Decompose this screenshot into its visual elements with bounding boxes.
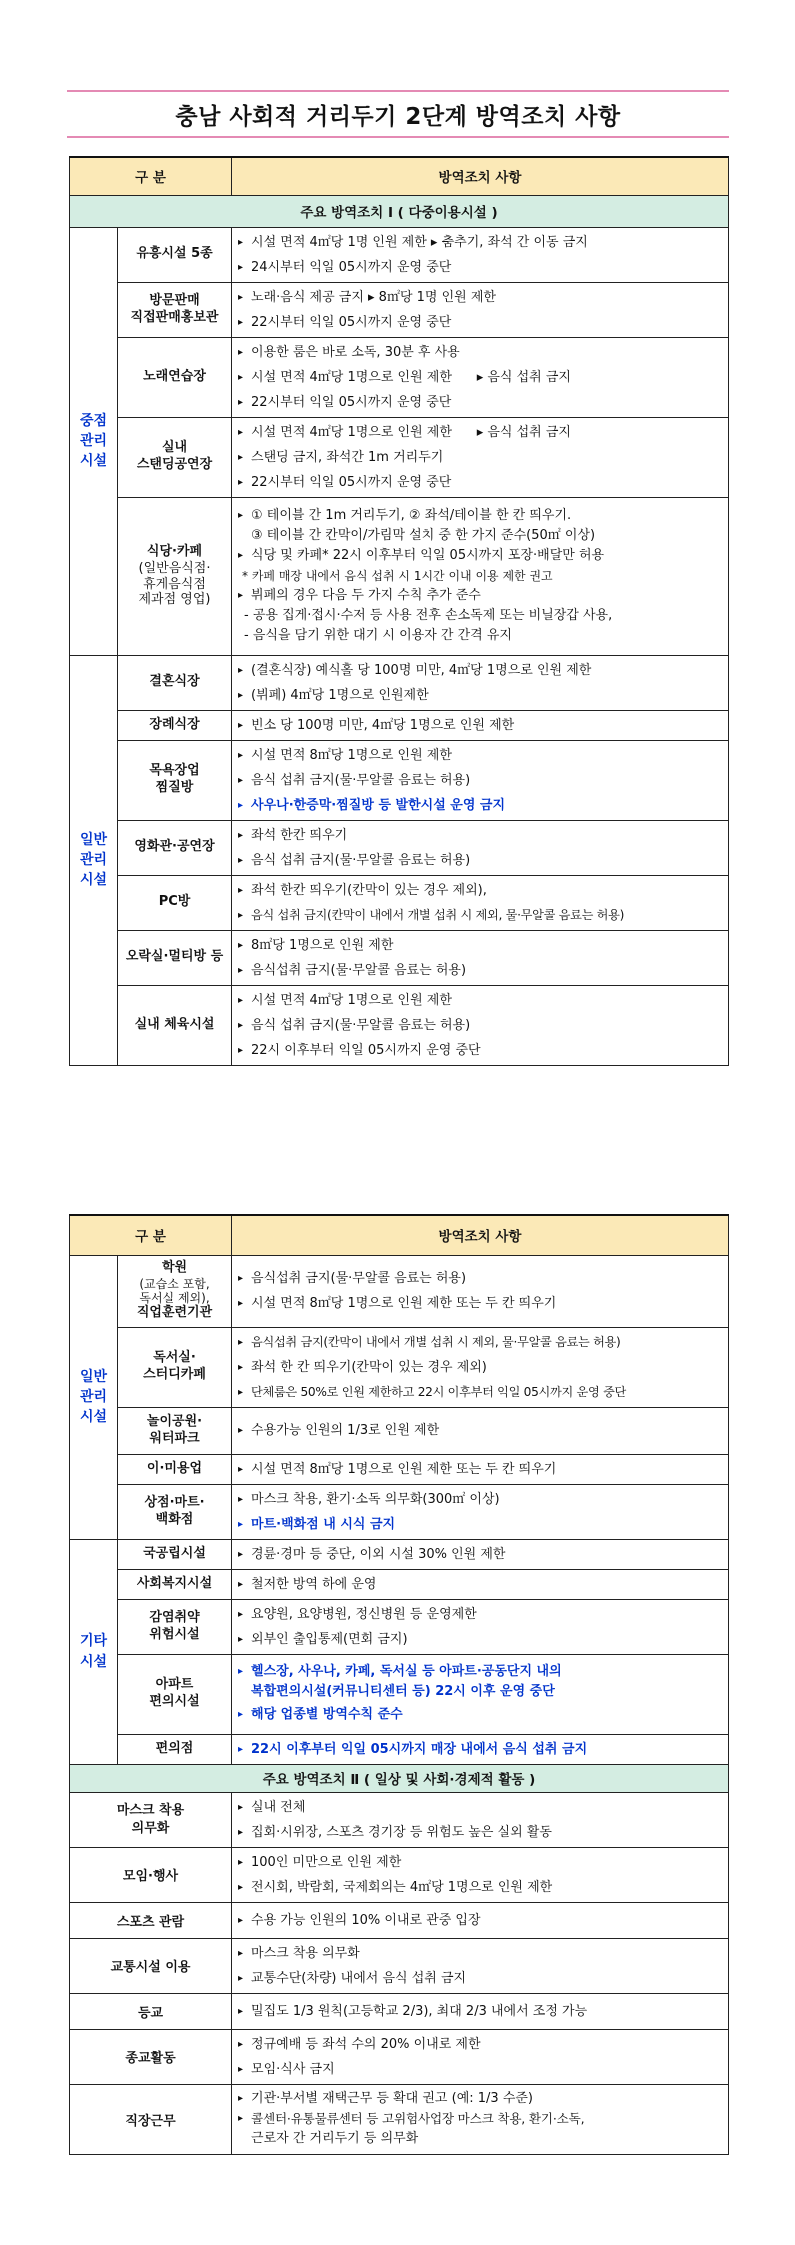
row-name: 영화관·공연장	[118, 820, 232, 875]
list-item: ▸ 22시 이후부터 익일 05시까지 운영 중단	[238, 1038, 724, 1063]
row-name: 등교	[70, 1993, 232, 2029]
row-name: 결혼식장	[118, 655, 232, 710]
row-name	[118, 1255, 232, 1327]
list-item: ▸ 22시부터 익일 05시까지 운영 중단	[238, 310, 724, 335]
list-item: ▸ 집회·시위장, 스포츠 경기장 등 위험도 높은 실외 활동	[238, 1820, 724, 1845]
row-name	[118, 497, 232, 655]
row-name-sub: (일반음식점· 휴게음식점 제과점 영업)	[138, 561, 211, 608]
row-name: 실내 체육시설	[118, 985, 232, 1065]
list-item: ▸ 음식 섭취 금지(물·무알콜 음료는 허용)	[238, 848, 724, 873]
table-row	[70, 1327, 729, 1407]
highlight-item: ▸ 사우나·한증막·찜질방 등 발한시설 운영 금지	[238, 793, 724, 818]
page-2	[0, 1122, 795, 2245]
row-items	[232, 1792, 729, 1847]
row-items	[232, 1539, 729, 1569]
list-item-continued: 근로자 간 거리두기 등 의무화	[251, 2131, 419, 2146]
table-row	[70, 1993, 729, 2029]
table-row	[70, 820, 729, 875]
row-items	[232, 820, 729, 875]
row-items	[232, 710, 729, 740]
row-items	[232, 1484, 729, 1539]
row-items	[232, 2029, 729, 2084]
row-name: 편의점	[118, 1734, 232, 1764]
table-row	[70, 2084, 729, 2154]
list-item: ▸ 스탠딩 금지, 좌석간 1m 거리두기	[238, 445, 724, 470]
row-name-bottom: 직업훈련기관	[136, 1305, 213, 1321]
dash-item: - 음식을 담기 위한 대기 시 이용자 간 간격 유지	[244, 628, 512, 643]
row-items	[232, 2084, 729, 2154]
list-item: ▸ 철저한 방역 하에 운영	[238, 1572, 724, 1597]
row-name: 독서실· 스터디카페	[118, 1327, 232, 1407]
row-name: 목욕장업 찜질방	[118, 740, 232, 820]
row-items	[232, 1938, 729, 1993]
list-item: ▸ 시설 면적 8㎡당 1명으로 인원 제한	[238, 743, 724, 768]
row-name: 모임·행사	[70, 1847, 232, 1902]
highlight-item: ▸ 22시 이후부터 익일 05시까지 매장 내에서 음식 섭취 금지	[238, 1737, 724, 1762]
table-row	[70, 1484, 729, 1539]
row-items	[232, 227, 729, 282]
header-category: 구 분	[70, 157, 232, 195]
row-items	[232, 1599, 729, 1654]
list-item: ▸ 좌석 한칸 띄우기(칸막이 있는 경우 제외),	[238, 878, 724, 903]
row-items	[232, 497, 729, 655]
row-items	[232, 985, 729, 1065]
row-items	[232, 1902, 729, 1938]
table-row	[70, 1569, 729, 1599]
header-measures: 방역조치 사항	[232, 157, 729, 195]
list-item: ▸ 음식섭취 금지(물·무알콜 음료는 허용)	[238, 958, 724, 983]
list-item: ▸ 음식섭취 금지(칸막이 내에서 개별 섭취 시 제외, 물·무알콜 음료는 허용)	[238, 1330, 724, 1355]
row-name: 노래연습장	[118, 337, 232, 417]
list-item-continued: ③ 테이블 간 칸막이/가림막 설치 중 한 가지 준수(50㎡ 이상)	[251, 528, 596, 543]
list-item: ▸ 콜센터·유통물류센터 등 고위험사업장 마스크 착용, 환기·소독,	[238, 2109, 724, 2129]
category-ilban	[70, 1255, 118, 1539]
row-name: PC방	[118, 875, 232, 930]
row-items	[232, 282, 729, 337]
table-row	[70, 1454, 729, 1484]
list-item: ▸ 뷔페의 경우 다음 두 가지 수칙 추가 준수	[238, 586, 724, 606]
row-name: 종교활동	[70, 2029, 232, 2084]
row-name: 국공립시설	[118, 1539, 232, 1569]
row-name: 이·미용업	[118, 1454, 232, 1484]
row-name: 아파트 편의시설	[118, 1654, 232, 1734]
list-item: ▸ 음식 섭취 금지(칸막이 내에서 개별 섭취 시 제외, 물·무알콜 음료는 허용)	[238, 903, 724, 928]
row-name: 방문판매 직접판매홍보관	[118, 282, 232, 337]
list-item: ▸ 이용한 룸은 바로 소독, 30분 후 사용	[238, 340, 724, 365]
row-items	[232, 655, 729, 710]
table-row	[70, 1734, 729, 1764]
section-row	[70, 1764, 729, 1792]
row-name: 교통시설 이용	[70, 1938, 232, 1993]
table-row	[70, 1847, 729, 1902]
list-item: ▸ 음식 섭취 금지(물·무알콜 음료는 허용)	[238, 768, 724, 793]
table-row	[70, 1902, 729, 1938]
section-1-title: 주요 방역조치 Ⅰ ( 다중이용시설 )	[70, 195, 729, 227]
highlight-item: ▸ 마트·백화점 내 시식 금지	[238, 1512, 724, 1537]
list-item: ▸ 마스크 착용, 환기·소독 의무화(300㎡ 이상)	[238, 1487, 724, 1512]
row-items	[232, 1407, 729, 1454]
list-item: ▸ 시설 면적 8㎡당 1명으로 인원 제한 또는 두 칸 띄우기	[238, 1291, 724, 1316]
row-name: 실내 스탠딩공연장	[118, 417, 232, 497]
table-row	[70, 417, 729, 497]
measures-table-2	[69, 1214, 729, 2155]
list-item: ▸ (뷔페) 4㎡당 1명으로 인원제한	[238, 683, 724, 708]
list-item: ▸ 시설 면적 4㎡당 1명 인원 제한 ▸ 춤추기, 좌석 간 이동 금지	[238, 230, 724, 255]
list-item: ▸ 교통수단(차량) 내에서 음식 섭취 금지	[238, 1966, 724, 1991]
category-ilban	[70, 655, 118, 1065]
highlight-item: ▸ 헬스장, 사우나, 카페, 독서실 등 아파트·공동단지 내의	[238, 1662, 724, 1682]
row-items	[232, 1327, 729, 1407]
list-item: ▸ 마스크 착용 의무화	[238, 1941, 724, 1966]
list-item: ▸ 음식 섭취 금지(물·무알콜 음료는 허용)	[238, 1013, 724, 1038]
row-items	[232, 417, 729, 497]
list-item: ▸ 기관·부서별 재택근무 등 확대 권고 (예: 1/3 수준)	[238, 2089, 724, 2109]
row-items	[232, 930, 729, 985]
note-text: * 카페 매장 내에서 음식 섭취 시 1시간 이내 이용 제한 권고	[238, 566, 724, 586]
header-measures: 방역조치 사항	[232, 1215, 729, 1255]
row-name: 놀이공원· 워터파크	[118, 1407, 232, 1454]
row-name-sub: (교습소 포함, 독서실 제외),	[139, 1276, 210, 1305]
table-row	[70, 282, 729, 337]
table-row	[70, 1938, 729, 1993]
row-name: 마스크 착용 의무화	[70, 1792, 232, 1847]
list-item: ▸ 밀집도 1/3 원칙(고등학교 2/3), 최대 2/3 내에서 조정 가능	[238, 1999, 724, 2024]
table-row	[70, 2029, 729, 2084]
table-row	[70, 497, 729, 655]
table-header-row	[70, 157, 729, 195]
row-name-main: 학원	[161, 1259, 188, 1275]
list-item: ▸ 정규예배 등 좌석 수의 20% 이내로 제한	[238, 2032, 724, 2057]
list-item: ▸ 시설 면적 4㎡당 1명으로 인원 제한	[238, 988, 724, 1013]
row-name: 유흥시설 5종	[118, 227, 232, 282]
table-row	[70, 227, 729, 282]
list-item: ▸ 노래·음식 제공 금지 ▸ 8㎡당 1명 인원 제한	[238, 285, 724, 310]
list-item: ▸ 시설 면적 8㎡당 1명으로 인원 제한 또는 두 칸 띄우기	[238, 1457, 724, 1482]
table-row	[70, 1792, 729, 1847]
list-item: ▸ 좌석 한 칸 띄우기(칸막이 있는 경우 제외)	[238, 1355, 724, 1380]
table-row	[70, 985, 729, 1065]
table-row	[70, 337, 729, 417]
table-row	[70, 740, 729, 820]
highlight-item-continued: 복합편의시설(커뮤니티센터 등) 22시 이후 운영 중단	[251, 1683, 555, 1699]
list-item: ▸ ① 테이블 간 1m 거리두기, ② 좌석/테이블 한 칸 띄우기.	[238, 506, 724, 526]
table-row	[70, 655, 729, 710]
list-item: ▸ 식당 및 카페* 22시 이후부터 익일 05시까지 포장·배달만 허용	[238, 546, 724, 566]
row-items	[232, 875, 729, 930]
category-gita	[70, 1539, 118, 1764]
list-item: ▸ 22시부터 익일 05시까지 운영 중단	[238, 390, 724, 415]
list-item: ▸ 경륜·경마 등 중단, 이외 시설 30% 인원 제한	[238, 1542, 724, 1567]
list-item: ▸ 외부인 출입통제(면회 금지)	[238, 1627, 724, 1652]
row-items	[232, 1993, 729, 2029]
category-label: 기타 시설	[79, 1633, 108, 1670]
list-item: ▸ (결혼식장) 예식홀 당 100명 미만, 4㎡당 1명으로 인원 제한	[238, 658, 724, 683]
list-item: ▸ 시설 면적 4㎡당 1명으로 인원 제한 ▸ 음식 섭취 금지	[238, 420, 724, 445]
section-row	[70, 195, 729, 227]
category-label: 일반 관리 시설	[79, 1368, 108, 1426]
list-item: ▸ 수용 가능 인원의 10% 이내로 관중 입장	[238, 1908, 724, 1933]
row-items	[232, 1255, 729, 1327]
list-item: ▸ 24시부터 익일 05시까지 운영 중단	[238, 255, 724, 280]
table-row	[70, 1539, 729, 1569]
row-name: 감염취약 위험시설	[118, 1599, 232, 1654]
list-item: ▸ 모임·식사 금지	[238, 2057, 724, 2082]
category-jungjeom	[70, 227, 118, 655]
row-name-main: 식당·카페	[146, 544, 203, 560]
list-item: ▸ 좌석 한칸 띄우기	[238, 823, 724, 848]
list-item: ▸ 8㎡당 1명으로 인원 제한	[238, 933, 724, 958]
row-name: 직장근무	[70, 2084, 232, 2154]
category-label: 일반 관리 시설	[79, 831, 108, 889]
table-row	[70, 710, 729, 740]
list-item: ▸ 빈소 당 100명 미만, 4㎡당 1명으로 인원 제한	[238, 713, 724, 738]
list-item: ▸ 음식섭취 금지(물·무알콜 음료는 허용)	[238, 1266, 724, 1291]
row-name: 스포츠 관람	[70, 1902, 232, 1938]
measures-table-1	[69, 156, 729, 1066]
row-name: 상점·마트· 백화점	[118, 1484, 232, 1539]
row-items	[232, 337, 729, 417]
table-row	[70, 1654, 729, 1734]
header-category: 구 분	[70, 1215, 232, 1255]
list-item: ▸ 수용가능 인원의 1/3로 인원 제한	[238, 1418, 724, 1443]
table-header-row	[70, 1215, 729, 1255]
row-items	[232, 740, 729, 820]
section-2-title: 주요 방역조치 Ⅱ ( 일상 및 사회·경제적 활동 )	[70, 1764, 729, 1792]
row-name: 오락실·멀티방 등	[118, 930, 232, 985]
list-item: ▸ 실내 전체	[238, 1795, 724, 1820]
list-item: ▸ 전시회, 박람회, 국제회의는 4㎡당 1명으로 인원 제한	[238, 1875, 724, 1900]
row-items	[232, 1847, 729, 1902]
highlight-item: ▸ 해당 업종별 방역수칙 준수	[238, 1702, 724, 1727]
table-row	[70, 1599, 729, 1654]
table-row	[70, 1255, 729, 1327]
title-box	[67, 90, 729, 138]
table-row	[70, 875, 729, 930]
row-items	[232, 1569, 729, 1599]
list-item: ▸ 단체룸은 50%로 인원 제한하고 22시 이후부터 익일 05시까지 운영 중단	[238, 1380, 724, 1405]
list-item: ▸ 100인 미만으로 인원 제한	[238, 1850, 724, 1875]
page-title: 충남 사회적 거리두기 2단계 방역조치 사항	[175, 103, 621, 130]
list-item: ▸ 22시부터 익일 05시까지 운영 중단	[238, 470, 724, 495]
table-row	[70, 930, 729, 985]
list-item: ▸ 시설 면적 4㎡당 1명으로 인원 제한 ▸ 음식 섭취 금지	[238, 365, 724, 390]
row-items	[232, 1734, 729, 1764]
table-row	[70, 1407, 729, 1454]
row-name: 사회복지시설	[118, 1569, 232, 1599]
row-items	[232, 1454, 729, 1484]
list-item: ▸ 요양원, 요양병원, 정신병원 등 운영제한	[238, 1602, 724, 1627]
dash-item: - 공용 집게·접시·수저 등 사용 전후 손소독제 또는 비닐장갑 사용,	[244, 608, 613, 623]
row-name: 장례식장	[118, 710, 232, 740]
row-items	[232, 1654, 729, 1734]
category-label: 중점 관리 시설	[79, 412, 108, 470]
